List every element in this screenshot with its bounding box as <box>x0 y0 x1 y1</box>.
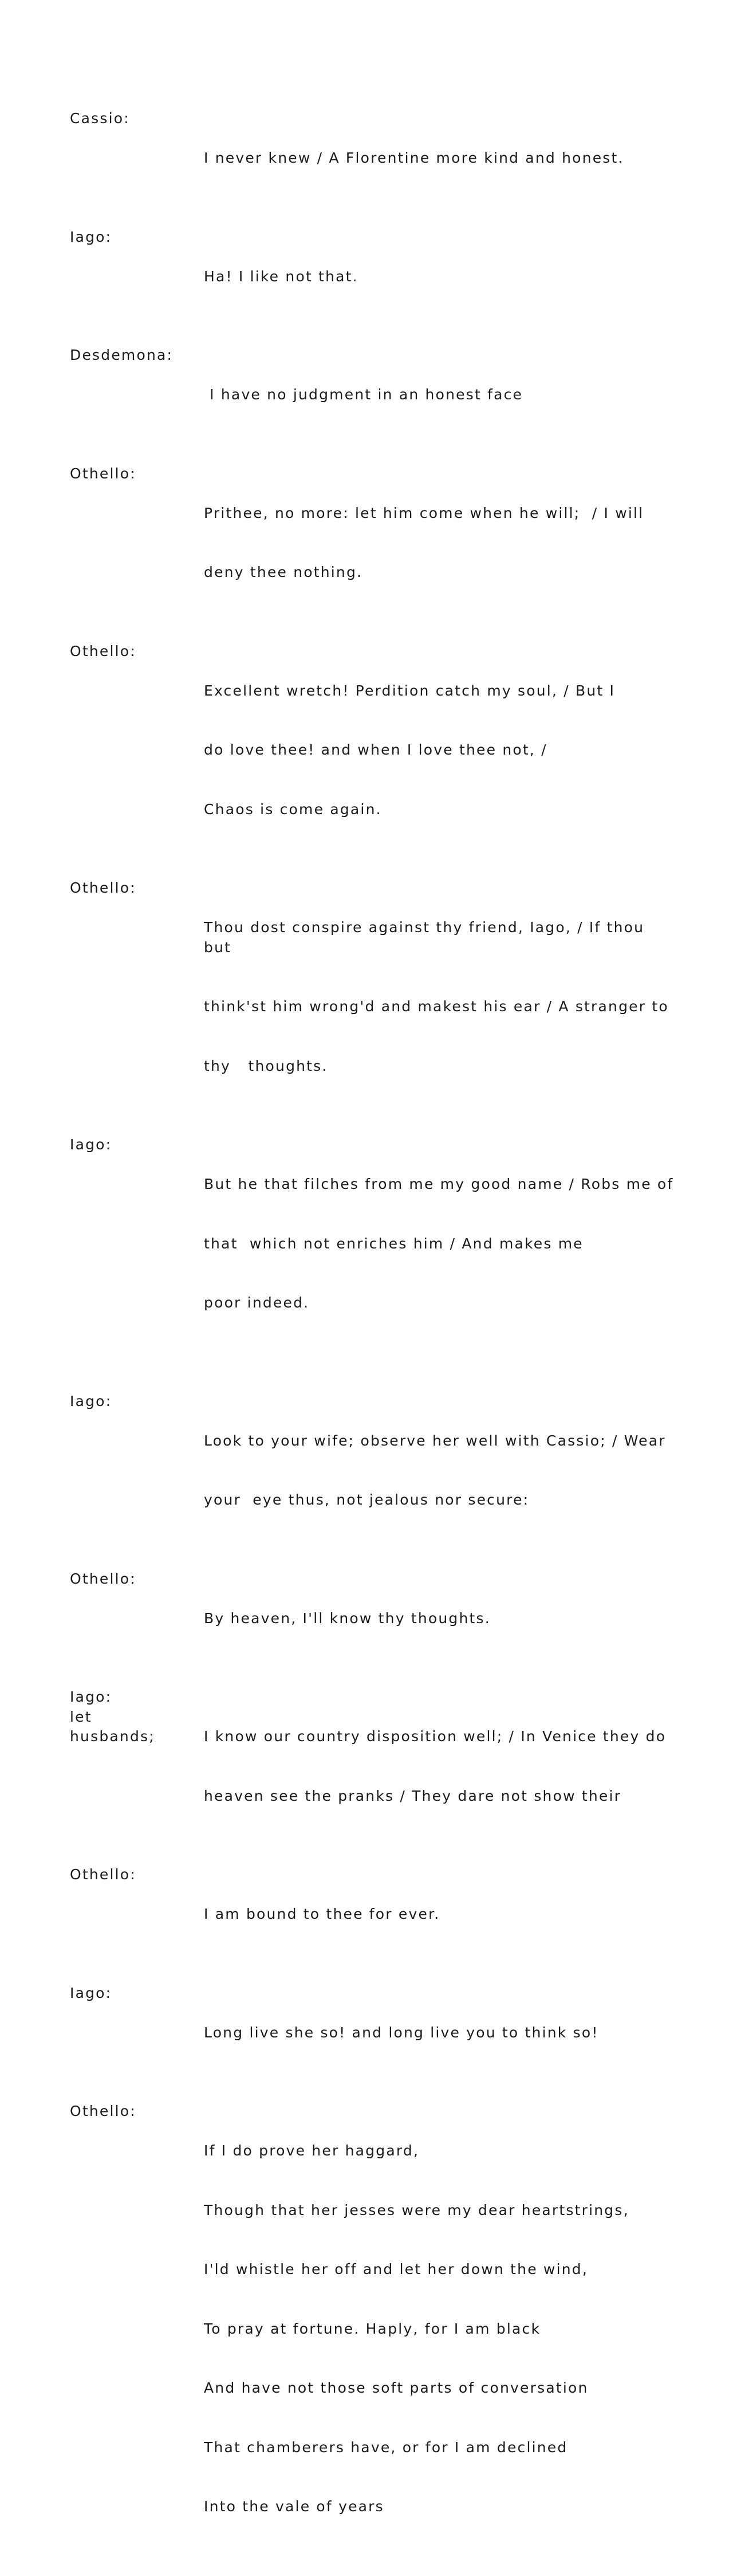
dialogue-entry <box>70 345 677 445</box>
speech-line: That chamberers have, or for I am declined <box>204 2438 568 2456</box>
speech-text <box>204 1392 677 1550</box>
speech-text <box>204 2102 677 2557</box>
dialogue-entry <box>70 1984 677 2083</box>
speaker-name: Othello: <box>70 1866 136 1883</box>
speech-text <box>204 464 677 622</box>
dialogue-entry <box>70 1135 677 1353</box>
speech-line: Prithee, no more: let him come when he will; / I will <box>204 504 644 521</box>
speaker-name: Iago: <box>70 1984 112 2001</box>
dialogue-entry <box>70 464 677 622</box>
speech-line: If I do prove her haggard, <box>204 2142 420 2159</box>
speech-line: Chaos is come again. <box>204 800 382 818</box>
speech-line: I never knew / A Florentine more kind and honest. <box>204 150 624 166</box>
dialogue-entry <box>70 2102 677 2557</box>
speech-text <box>204 1135 677 1353</box>
speaker-name: Othello: <box>70 2103 136 2119</box>
dialogue-entry <box>70 1392 677 1550</box>
speech-line: poor indeed. <box>204 1294 310 1311</box>
speech-line: Excellent wretch! Perdition catch my soul, / But I <box>204 682 616 699</box>
speech-line: Though that her jesses were my dear heartstrings, <box>204 2201 629 2218</box>
speaker-name: Othello: <box>70 1570 136 1587</box>
speech-line: heaven see the pranks / They dare not show their <box>204 1787 622 1804</box>
speech-text <box>204 642 677 859</box>
dialogue-entry <box>70 1687 677 1845</box>
dialogue-entry <box>70 1865 677 1964</box>
dialogue-list <box>70 109 677 2576</box>
speech-line: Long live she so! and long live you to think so! <box>204 2024 599 2041</box>
speech-text <box>204 1865 677 1964</box>
speech-line: do love thee! and when I love thee not, / <box>204 741 547 758</box>
dialogue-entry <box>70 878 677 1116</box>
dialogue-entry <box>70 642 677 859</box>
speech-line: Into the vale of years <box>204 2498 384 2515</box>
speaker-name: Iago: <box>70 228 112 245</box>
speaker-name: Desdemona: <box>70 347 174 363</box>
speech-text <box>204 1984 677 2083</box>
speech-text <box>204 227 677 327</box>
speaker-name: Othello: <box>70 879 136 896</box>
speech-text <box>204 1569 677 1668</box>
speech-line: And have not those soft parts of conversation <box>204 2379 589 2396</box>
speech-text <box>204 345 677 445</box>
dialogue-entry <box>70 109 677 208</box>
speech-line: I have no judgment in an honest face <box>204 386 523 403</box>
speech-line: think'st him wrong'd and makest his ear / A stranger to <box>204 998 669 1015</box>
speech-line: thy thoughts. <box>204 1057 328 1074</box>
dialogue-entry <box>70 1569 677 1668</box>
speech-line: By heaven, I'll know thy thoughts. <box>204 1609 491 1627</box>
speech-line: But he that filches from me my good name / Robs me of <box>204 1176 674 1192</box>
speech-line: your eye thus, not jealous nor secure: <box>204 1491 530 1508</box>
speech-line: I know our country disposition well; / In Venice they do <box>204 1728 667 1745</box>
speaker-name: Othello: <box>70 642 136 659</box>
speaker-name: Iago: <box>70 1392 112 1409</box>
speech-line: I am bound to thee for ever. <box>204 1906 440 1922</box>
speech-line: Ha! I like not that. <box>204 268 358 285</box>
speech-line: Look to your wife; observe her well with Cassio; / Wear <box>204 1432 666 1449</box>
speech-text <box>204 878 677 1116</box>
speech-text <box>204 1687 677 1845</box>
speaker-name: Cassio: <box>70 110 130 127</box>
speaker-name: Iago: let husbands; <box>70 1688 155 1745</box>
speech-line: To pray at fortune. Haply, for I am black <box>204 2320 541 2337</box>
speaker-name: Iago: <box>70 1136 112 1153</box>
speech-line: that which not enriches him / And makes me <box>204 1235 584 1252</box>
speech-line: Thou dost conspire against thy friend, Iago, / If thou but <box>204 919 651 956</box>
dialogue-entry <box>70 227 677 327</box>
speech-line: I'ld whistle her off and let her down the wind, <box>204 2261 588 2277</box>
speech-line: deny thee nothing. <box>204 564 363 580</box>
speech-text <box>204 109 677 208</box>
speaker-name: Othello: <box>70 465 136 482</box>
